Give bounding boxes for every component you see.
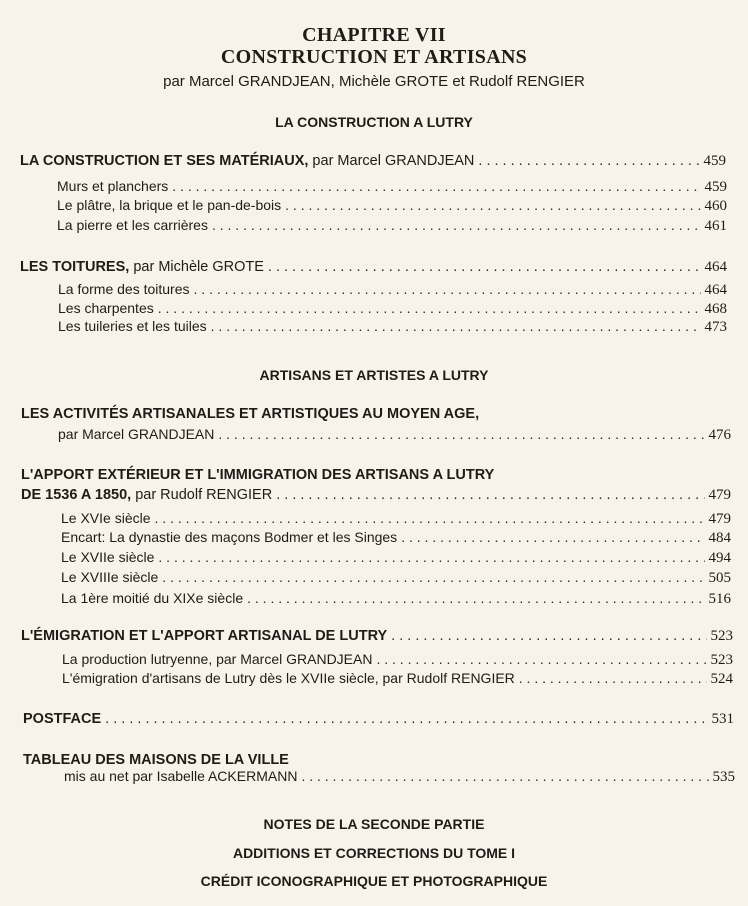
page-number: 535 xyxy=(712,769,735,785)
toc-entry-apport xyxy=(21,487,731,504)
toc-entry-apport-title-line1 xyxy=(21,467,494,483)
leader-dots xyxy=(162,569,704,585)
toc-entry-tableau-title xyxy=(23,752,289,768)
toc-entry-xvie xyxy=(61,510,731,528)
toc-entry-forme xyxy=(58,281,727,299)
toc-entry-platre xyxy=(57,197,727,215)
leader-dots xyxy=(276,487,704,503)
toc-entry-emigration xyxy=(21,628,733,645)
toc-entry-title: Le XVIe siècle xyxy=(61,510,151,526)
leader-dots xyxy=(519,670,707,686)
page-number: 476 xyxy=(708,427,731,443)
toc-entry-title: La 1ère moitié du XIXe siècle xyxy=(61,590,244,606)
toc-entry-title: L'ÉMIGRATION ET L'APPORT ARTISANAL DE LUTRY xyxy=(21,628,388,644)
toc-entry-title: Les charpentes xyxy=(58,300,154,316)
toc-entry-title: L'émigration d'artisans de Lutry dès le XVIIe siècle, par Rudolf RENGIER xyxy=(62,670,515,686)
page-number: 468 xyxy=(704,301,727,317)
toc-entry-xviiie xyxy=(61,569,731,587)
leader-dots xyxy=(194,281,701,297)
section-heading-artisans: ARTISANS ET ARTISTES A LUTRY xyxy=(259,367,489,383)
toc-entry-title: Encart: La dynastie des maçons Bodmer et les Singes xyxy=(61,529,398,545)
page-number: 473 xyxy=(704,319,727,335)
page-number: 479 xyxy=(708,487,731,503)
leader-dots xyxy=(478,153,699,169)
toc-entry-encart xyxy=(61,529,731,547)
page-number: 460 xyxy=(704,198,727,214)
leader-dots xyxy=(105,711,707,727)
toc-entry-pierre xyxy=(57,217,727,235)
toc-entry-title: Le XVIIIe siècle xyxy=(61,569,159,585)
page-number: 505 xyxy=(708,570,731,586)
leader-dots xyxy=(155,510,705,526)
page-number: 531 xyxy=(711,711,734,727)
toc-entry-title: La pierre et les carrières xyxy=(57,217,208,233)
page-number: 524 xyxy=(710,671,733,687)
toc-entry-xixe xyxy=(61,590,731,608)
end-notes-heading: NOTES DE LA SECONDE PARTIE xyxy=(263,816,485,832)
leader-dots xyxy=(212,217,701,233)
page-number: 459 xyxy=(704,179,727,195)
toc-entry-title: Le XVIIe siècle xyxy=(61,549,155,565)
toc-entry-production xyxy=(62,651,733,669)
page-number: 516 xyxy=(708,591,731,607)
leader-dots xyxy=(285,197,700,213)
section-heading-construction: LA CONSTRUCTION A LUTRY xyxy=(275,114,473,130)
end-credit-heading: CRÉDIT ICONOGRAPHIQUE ET PHOTOGRAPHIQUE xyxy=(200,873,548,889)
toc-entry-title: LA CONSTRUCTION ET SES MATÉRIAUX, xyxy=(20,153,309,169)
toc-entry-xviie xyxy=(61,549,731,567)
leader-dots xyxy=(247,590,704,606)
toc-entry-title: L'APPORT EXTÉRIEUR ET L'IMMIGRATION DES ARTISANS A LUTRY xyxy=(21,467,495,483)
page-number: 461 xyxy=(704,218,727,234)
toc-entry-activites-title xyxy=(21,406,479,422)
leader-dots xyxy=(268,259,701,275)
leader-dots xyxy=(211,318,701,334)
page-number: 523 xyxy=(710,628,733,644)
toc-entry-title: Murs et planchers xyxy=(57,178,169,194)
toc-entry-title: La production lutryenne, par Marcel GRANDJEAN xyxy=(62,651,373,667)
page-number: 523 xyxy=(710,652,733,668)
toc-entry-activites xyxy=(58,426,731,444)
toc-entry-murs xyxy=(57,178,727,196)
toc-entry-author: mis au net par Isabelle ACKERMANN xyxy=(64,768,298,784)
leader-dots xyxy=(301,768,708,784)
leader-dots xyxy=(172,178,700,194)
end-additions-heading: ADDITIONS ET CORRECTIONS DU TOME I xyxy=(232,845,516,861)
toc-entry-title: Les tuileries et les tuiles xyxy=(58,318,207,334)
page-number: 459 xyxy=(703,153,726,169)
toc-entry-title: Le plâtre, la brique et le pan-de-bois xyxy=(57,197,282,213)
toc-entry-title: La forme des toitures xyxy=(58,281,190,297)
leader-dots xyxy=(158,549,704,565)
page-number: 479 xyxy=(708,511,731,527)
chapter-title: CONSTRUCTION ET ARTISANS xyxy=(220,46,528,68)
toc-entry-author: par Marcel GRANDJEAN xyxy=(308,153,475,169)
toc-entry-tuileries xyxy=(58,318,727,336)
toc-entry-author: par Michèle GROTE xyxy=(129,259,264,275)
toc-entry-title: POSTFACE xyxy=(23,711,102,727)
leader-dots xyxy=(218,426,704,442)
toc-entry-postface xyxy=(23,711,734,728)
leader-dots xyxy=(376,651,706,667)
toc-entry-author: par Marcel GRANDJEAN xyxy=(58,426,215,442)
toc-entry-tableau xyxy=(64,768,735,786)
toc-entry-materiaux xyxy=(20,153,726,170)
leader-dots xyxy=(401,529,704,545)
toc-entry-title: TABLEAU DES MAISONS DE LA VILLE xyxy=(23,752,289,768)
toc-entry-emigration-artisans xyxy=(62,670,733,688)
toc-entry-toitures xyxy=(20,259,727,276)
page-number: 464 xyxy=(704,259,727,275)
leader-dots xyxy=(391,628,706,644)
toc-entry-title: LES ACTIVITÉS ARTISANALES ET ARTISTIQUES AU MOYEN AGE, xyxy=(21,406,480,422)
toc-entry-charpentes xyxy=(58,300,727,318)
page-number: 464 xyxy=(704,282,727,298)
leader-dots xyxy=(158,300,701,316)
toc-entry-title: LES TOITURES, xyxy=(20,259,130,275)
chapter-number: CHAPITRE VII xyxy=(302,24,446,46)
chapter-authors: par Marcel GRANDJEAN, Michèle GROTE et Rudolf RENGIER xyxy=(163,73,585,90)
toc-entry-title: DE 1536 A 1850, xyxy=(21,487,132,503)
page-number: 494 xyxy=(708,550,731,566)
page-number: 484 xyxy=(708,530,731,546)
toc-entry-author: par Rudolf RENGIER xyxy=(131,487,273,503)
